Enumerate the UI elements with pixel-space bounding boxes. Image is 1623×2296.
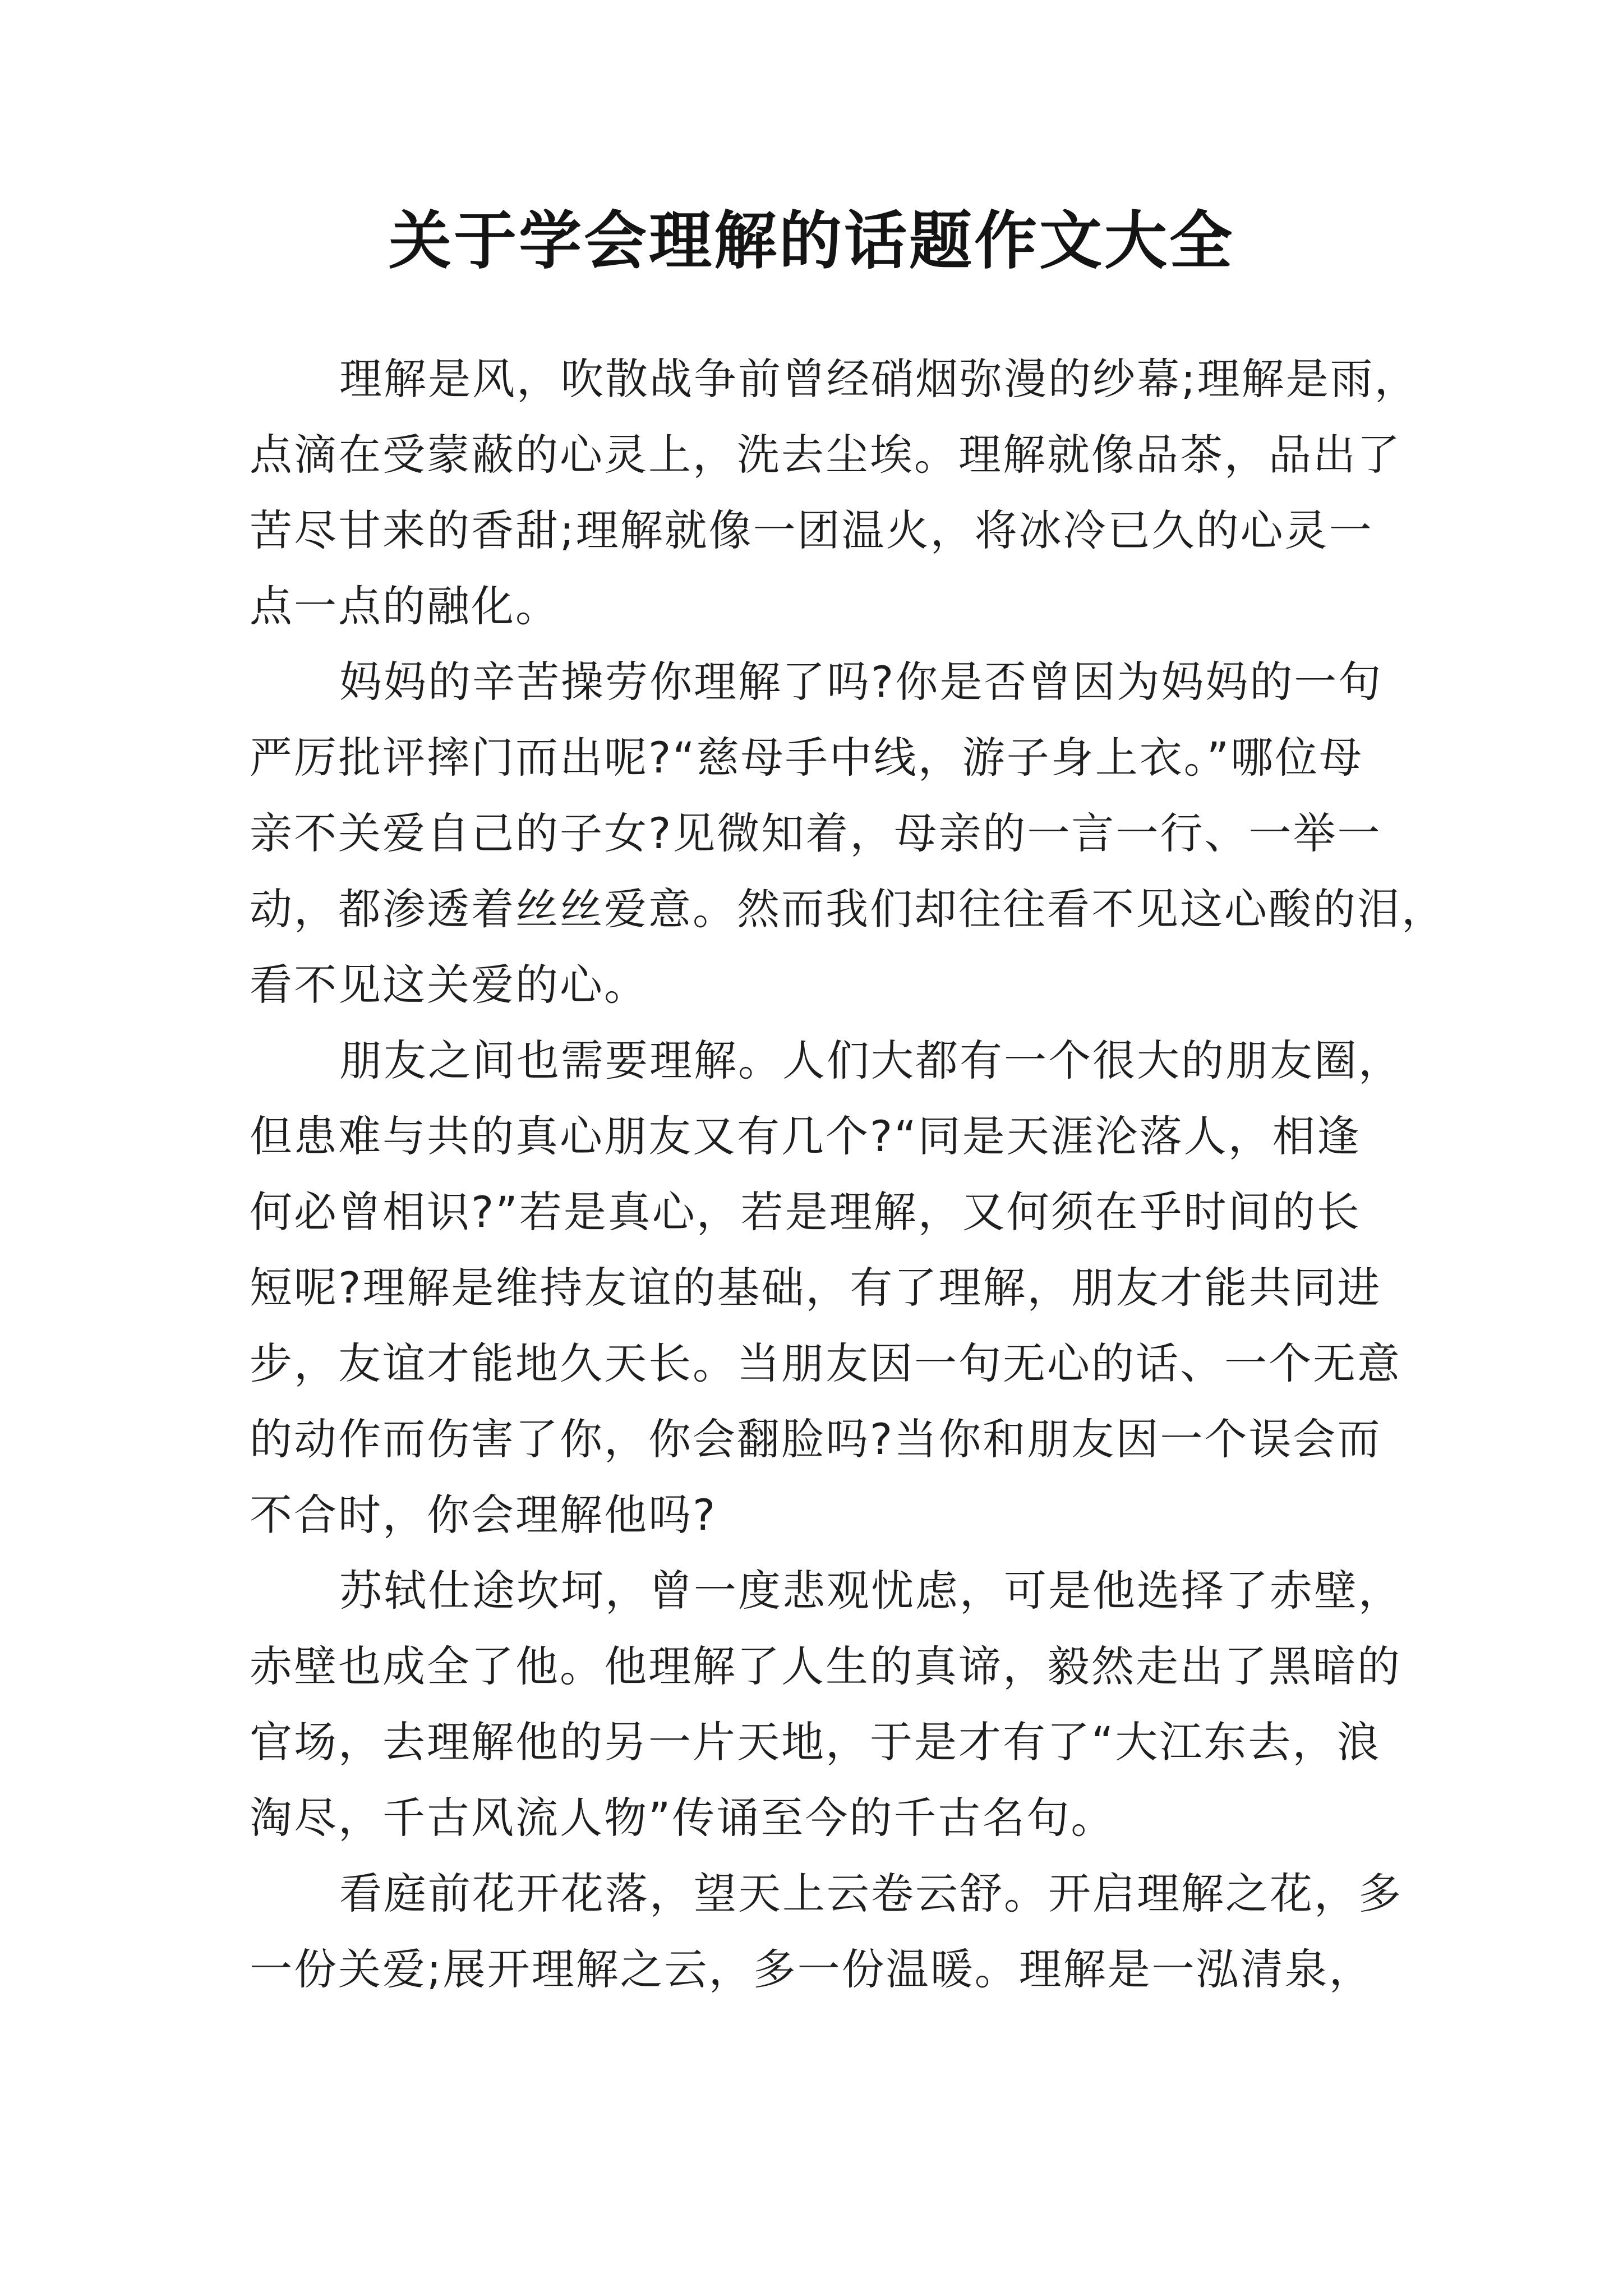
text-line: 官场，去理解他的另一片天地，于是才有了“大江东去，浪 <box>250 1717 1381 1767</box>
paragraph-5 <box>250 1856 1403 2007</box>
text-line: 的动作而伤害了你，你会翻脸吗?当你和朋友因一个误会而 <box>250 1414 1382 1464</box>
text-line: 不合时，你会理解他吗? <box>250 1490 717 1540</box>
paragraph-2 <box>250 644 1446 1023</box>
text-line: 朋友之间也需要理解。人们大都有一个很大的朋友圈， <box>339 1036 1403 1085</box>
text-line: 赤壁也成全了他。他理解了人生的真谛，毅然走出了黑暗的 <box>250 1641 1401 1691</box>
text-line: 点滴在受蒙蔽的心灵上，洗去尘埃。理解就像品茶，品出了 <box>250 430 1401 480</box>
text-line: 妈妈的辛苦操劳你理解了吗?你是否曾因为妈妈的一句 <box>339 657 1383 707</box>
text-line: 何必曾相识?”若是真心，若是理解，又何须在乎时间的长 <box>250 1187 1361 1237</box>
text-line: 亲不关爱自己的子女?见微知着，母亲的一言一行、一举一 <box>250 808 1382 858</box>
text-line: 短呢?理解是维持友谊的基础，有了理解，朋友才能共同进 <box>250 1263 1382 1313</box>
document-body <box>250 341 1446 2007</box>
text-line: 看不见这关爱的心。 <box>250 960 648 1010</box>
text-line: 苦尽甘来的香甜;理解就像一团温火，将冰冷已久的心灵一 <box>250 505 1373 555</box>
text-line: 苏轼仕途坎坷，曾一度悲观忧虑，可是他选择了赤壁， <box>339 1566 1403 1616</box>
paragraph-1 <box>250 341 1419 644</box>
text-line: 一份关爱;展开理解之云，多一份温暖。理解是一泓清泉， <box>250 1944 1373 1994</box>
document-title: 关于学会理解的话题作文大全 <box>389 204 1234 278</box>
text-line: 但患难与共的真心朋友又有几个?“同是天涯沦落人，相逢 <box>250 1111 1361 1161</box>
text-line: 看庭前花开花落，望天上云卷云舒。开启理解之花，多 <box>339 1869 1403 1918</box>
paragraph-4 <box>250 1553 1403 1856</box>
text-line: 点一点的融化。 <box>250 581 560 631</box>
text-line: 步，友谊才能地久天长。当朋友因一句无心的话、一个无意 <box>250 1338 1401 1388</box>
text-line: 严厉批评摔门而出呢?“慈母手中线，游子身上衣。”哪位母 <box>250 733 1364 783</box>
paragraph-3 <box>250 1023 1403 1553</box>
text-line: 淘尽，千古风流人物”传诵至今的千古名句。 <box>250 1793 1115 1843</box>
text-line: 理解是风，吹散战争前曾经硝烟弥漫的纱幕;理解是雨， <box>339 354 1419 404</box>
text-line: 动，都渗透着丝丝爱意。然而我们却往往看不见这心酸的泪， <box>250 884 1446 934</box>
